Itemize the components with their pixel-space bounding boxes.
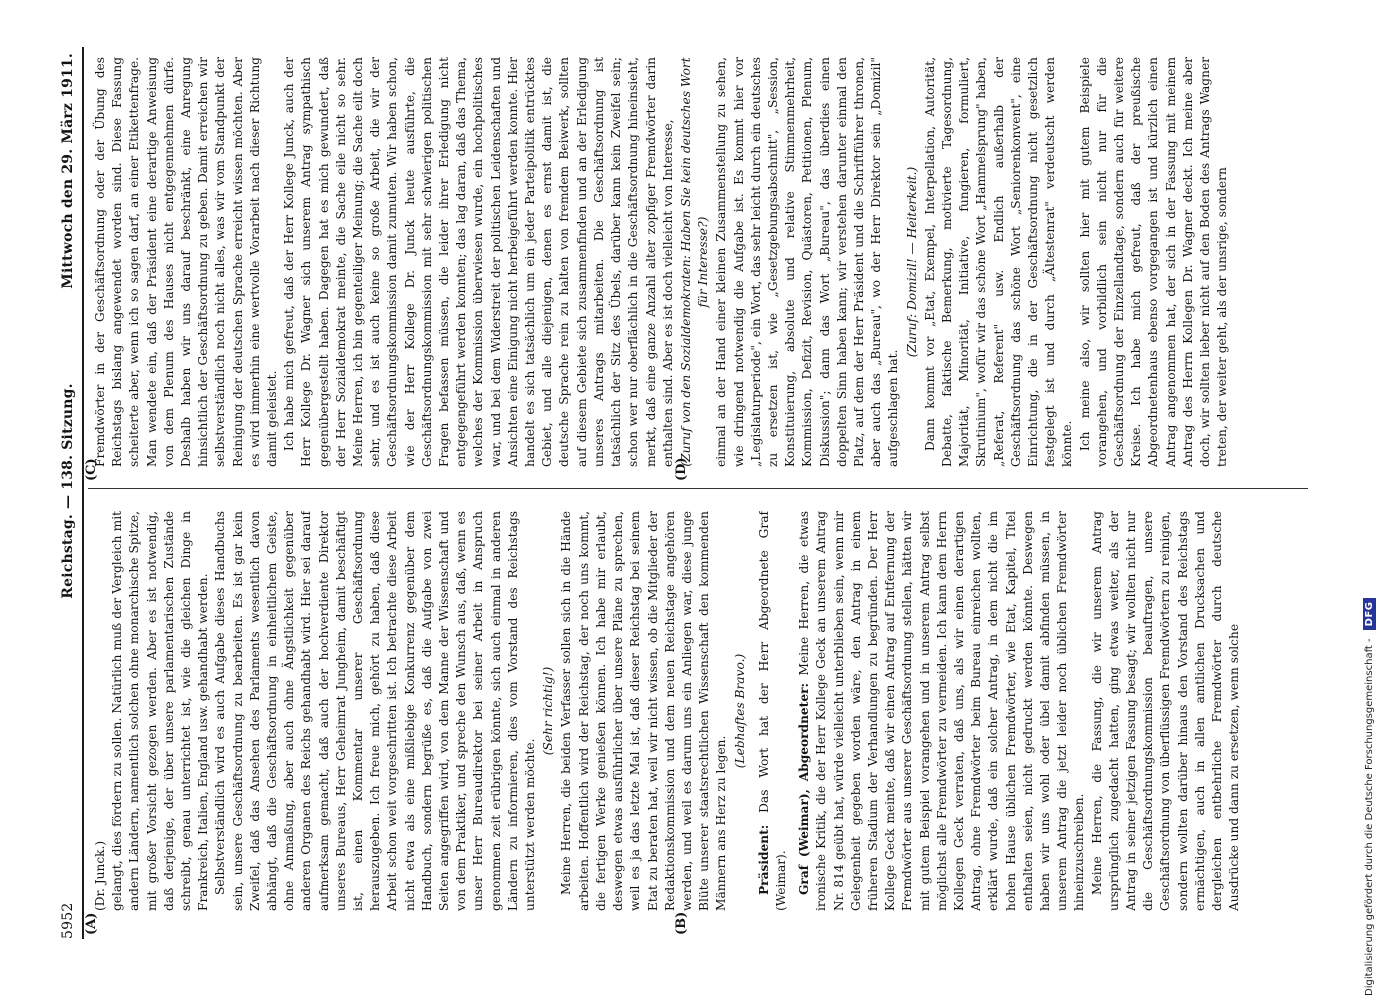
margin-marker-a: (A) bbox=[84, 912, 99, 935]
page-number: 5952 bbox=[60, 902, 76, 939]
paragraph: Meine Herren, die Fassung, die wir unserem Antrag ursprünglich zugedacht hatten, ging etwas weiter, als der Antrag in seiner jetzigen Fassung besagt; wir wollten nicht nur die Geschäftsordnungskommission beauftragen, unsere Geschäftsordnung von überflüssigen Fremdwörtern zu reinigen, sondern wollten darüber hinaus den Vorstand des Reichstags ermächtigen, auch in allen amtlichen Drucksachen und dergleichen entbehrliche Fremdwörter durch deutsche Ausdrücke und dann zu ersetzen, wenn solche bbox=[1089, 511, 1242, 911]
paragraph: Selbstverständlich wird es auch Aufgabe dieses Handbuchs sein, unsere Geschäftsordnung zu bearbeiten. Es ist gar kein Zweifel, daß das Ansehen des Parlaments wesentlich davon abhängt, daß die Geschäftsordnung in einheitlichem Geiste, ohne Anmaßung, aber auch ohne Ängstlichkeit gegenüber anderen Organen des Reichs gehandhabt wird. Hier sei darauf aufmerksam gemacht, daß auch der hochverdiente Direktor unseres Bureaus, Herr Geheimrat Jungheim, damit beschäftigt ist, einen Kommentar unserer Geschäftsordnung herauszugeben. Ich freue mich, gehört zu haben, daß diese Arbeit schon weit vorgeschritten ist. Ich betrachte diese Arbeit nicht etwa als eine mißliebige Konkurrenz gegenüber dem Handbuch, sondern begrüße es, daß die Aufgabe von zwei Seiten angegriffen wird, von dem Manne der Wissenschaft und von dem Praktiker, und spreche den Wunsch aus, daß, wenn es unser Herr Bureaudirektor bei seiner Arbeit in Anspruch genommen zeit erübrigen könnte, sich auch einmal in anderen Ländern zu informieren, dies vom Vorstand des Reichstags unterstützt werden möchte. bbox=[213, 511, 538, 911]
speech-opening bbox=[796, 511, 1088, 911]
paragraph: Meine Herren, die beiden Verfasser sollen sich in die Hände arbeiten. Hoffentlich wird der Reichstag, der noch uns kommt, die fertigen Werke genießen können. Ich habe mir erlaubt, deswegen etwas ausführlicher über unsere Pläne zu sprechen, weil es ja das letzte Mal ist, daß dieser Reichstag bei seinem Etat zu beraten hat, weil wir nicht wissen, ob die Mitglieder der Redaktionskommission und dem neuen Reichstage angehören werden, und weil es darum uns ein Anliegen war, diese junge Blüte unserer staatsrechtlichen Wissenschaft den kommenden Männern ans Herz zu legen. bbox=[559, 511, 729, 911]
text-columns bbox=[84, 43, 1314, 939]
page-title: Reichstag. — 138. Sitzung. bbox=[60, 383, 76, 599]
session-date: Mittwoch den 29. März 1911. bbox=[60, 53, 76, 289]
right-column bbox=[92, 57, 1302, 467]
paragraph: einmal an der Hand einer kleinen Zusammenstellung zu sehen, wie dringend notwendig die Aufgabe ist. Es kommt hier vor „Legislaturperiode", ein Wort, das sehr leicht durch ein deutsches zu ersetzen ist, wie „Gesetzgebungsabschnitt", „Session, Konstituierung, absolute und relative Stimmenmehrheit, Kommission, Defizit, Revision, Quästoren, Petitionen, Plenum, Diskussion"; dann das Wort „Bureau", das überdies einen doppelten Sinn haben kann; wir verstehen darunter einmal den Platz, auf dem der Herr Präsident und die Schriftführer thronen, aber auch das „Bureau", wo der Herr Direktor sein „Domizil" aufgeschlagen hat. bbox=[714, 57, 901, 467]
interjection: (Sehr richtig!) bbox=[541, 666, 556, 756]
dfg-logo: DFG bbox=[1363, 598, 1376, 631]
column-divider bbox=[88, 488, 1308, 489]
paragraph: gelangt, dies fördern zu sollen. Natürlich muß der Vergleich mit andern Ländern, namentlich solchen ohne monarchische Spitze, mit großer Vorsicht gezogen werden. Aber es ist notwendig, daß derjenige, der über unsere parlamentarischen Zustände schreibt, genau unterrichtet ist, wie die gleichen Dinge in Frankreich, Italien, England usw. gehandhabt werden. bbox=[110, 511, 211, 911]
interjection: (Lebhaftes Bravo.) bbox=[732, 653, 747, 769]
statement-text: Das Wort hat der Herr Abgeordnete Graf (Weimar). bbox=[756, 511, 788, 911]
margin-marker-d: (D) bbox=[674, 457, 689, 481]
paragraph: Dann kommt vor „Etat, Exempel, Interpellation, Autorität, Debatte, faktische Bemerkung, motivierte Tagesordnung, Majorität, Minorität, Initiative, fungieren, formuliert, Skrutinium", wofür wir das schöne Wort „Hammelsprung" haben, „Referat, Referent" usw. Endlich außerhalb der Geschäftsordnung das schöne Wort „Seniorenkonvent", eine Einrichtung, die in der Geschäftsordnung nicht gesetzlich festgelegt ist und durch „Ältestenrat" verdeutscht werden könnte. bbox=[922, 57, 1075, 467]
speaker-label: Präsident: bbox=[756, 824, 771, 895]
statement-text: Meine Herren, die etwas ironische Kritik, die der Herr Kollege Geck an unserem Antrag Nr. 814 geübt hat, würde vielleicht unterblieben sein, wenn mir Gelegenheit gegeben worden wäre, den Antrag in einem früheren Stadium der Verhandlungen zu begründen. Der Herr Kollege Geck meinte, daß wir einen Antrag auf Entfernung der Fremdwörter aus unserer Geschäftsordnung stellen, hätten wir mit gutem Beispiel vorangehen und in unserem Antrag selbst möglichst alle Fremdwörter zu vermeiden. Ich kann dem Herrn Kollegen Geck verraten, daß uns, als wir einen derartigen Antrag, ohne Fremdwörter beim Bureau einreichen wollten, erklärt wurde, daß ein solcher Antrag, in dem nicht die im hohen Hause üblichen Fremdwörter, wie Etat, Kapitel, Titel enthalten seien, nicht gedruckt werden könnte. Deswegen haben wir uns wohl oder übel damit abfinden müssen, in unserem Antrag die jetzt leider noch üblichen Fremdwörter hineinzuschreiben. bbox=[797, 511, 1087, 911]
running-speaker: (Dr. Junck.) bbox=[93, 840, 107, 911]
page-header bbox=[56, 43, 82, 939]
interjection: (Zuruf: Domizil! — Heiterkeit.) bbox=[904, 166, 919, 358]
paragraph: Ich habe mich gefreut, daß der Herr Kollege Junck, auch der Herr Kollege Dr. Wagner sich unserem Antrag sympathisch gegenübergestellt haben. Dagegen hat es mich gewundert, daß der Herr Sozialdemokrat meinte, die Sache eile nicht so sehr. Meine Herren, ich bin gegenteiliger Meinung; die Sache eilt doch sehr, und es ist auch keine so große Arbeit, die wir der Geschäftsordnungskommission damit zumuten. Wir haben schon, wie der Herr Kollege Dr. Junck heute ausführte, die Geschäftsordnungskommission mit sehr schwierigen politischen Fragen befassen müssen, die leider ihrer Erledigung nicht entgegengeführt werden konnten; das lag daran, daß das Thema, welches der Kommission überwiesen wurde, ein hochpolitisches war, und bei dem Widerstreit der politischen Leidenschaften und Ansichten eine Einigung nicht herbeigeführt werden konnte. Hier handelt es sich tatsächlich um ein jeder Parteipolitik entrücktes Gebiet, und alle diejenigen, denen es ernst damit ist, die deutsche Sprache rein zu halten von fremdem Beiwerk, sollten auf diesem Gebiete sich zusammenfinden und an der Erledigung unseres Antrags mitarbeiten. Die Geschäftsordnung ist tatsächlich der Sitz des Übels, darüber kann kein Zweifel sein; schon wer nur oberflächlich in die Geschäftsordnung hineinsieht, merkt, daß eine ganze Anzahl alter zopfiger Fremdwörter darin enthalten sind. Aber es ist doch vielleicht von Interesse, bbox=[282, 57, 675, 467]
speaker-label: Graf (Weimar), Abgeordneter: bbox=[797, 683, 812, 895]
paragraph: Ich meine also, wir sollten hier mit gutem Beispiele vorangehen, und vorbildlich sein nicht nur für die Geschäftsordnung der Einzellandtage, sondern auch für weitere Kreise. Ich habe mich gefreut, daß der preußische Abgeordnetenhaus ebenso vorgegangen ist und kürzlich einen Antrag angenommen hat, der sich in der Fassung mit meinem Antrag des Herrn Kollegen Dr. Wagner deckt. Ich meine aber doch, wir sollten lieber nicht auf den Boden des Antrags Wagner treten, der weiter geht, als der unsrige, sondern bbox=[1077, 57, 1230, 467]
margin-marker-c: (C) bbox=[84, 458, 99, 481]
scanned-page bbox=[50, 33, 1330, 953]
digitization-credit bbox=[1363, 598, 1376, 996]
margin-marker-b: (B) bbox=[674, 911, 689, 935]
president-statement bbox=[756, 511, 790, 911]
left-column bbox=[92, 511, 1302, 911]
paragraph: Fremdwörter in der Geschäftsordnung oder der Übung des Reichstags bislang angewendet worden sind. Diese Fassung scheiterte aber, wenn ich so sagen darf, an einer Etikettenfrage. Man wendete ein, daß der Präsident eine derartige Anweisung von dem Plenum des Hauses nicht entgegennehmen dürfe. Deshalb haben wir uns darauf beschränkt, eine Anregung hinsichtlich der Geschäftsordnung zu geben. Damit erreichen wir selbstverständlich noch nicht alles, was wir vom Standpunkt der Reinigung der deutschen Sprache erreicht wissen möchten. Aber es wird immerhin eine wertvolle Vorarbeit nach dieser Richtung damit geleistet. bbox=[93, 57, 280, 467]
credit-text: Digitalisierung gefördert durch die Deutsche Forschungsgemeinschaft - bbox=[1364, 638, 1375, 996]
interjection: (Zuruf von den Sozialdemokraten: Haben Sie kein deutsches Wort für Interesse?) bbox=[678, 57, 711, 467]
